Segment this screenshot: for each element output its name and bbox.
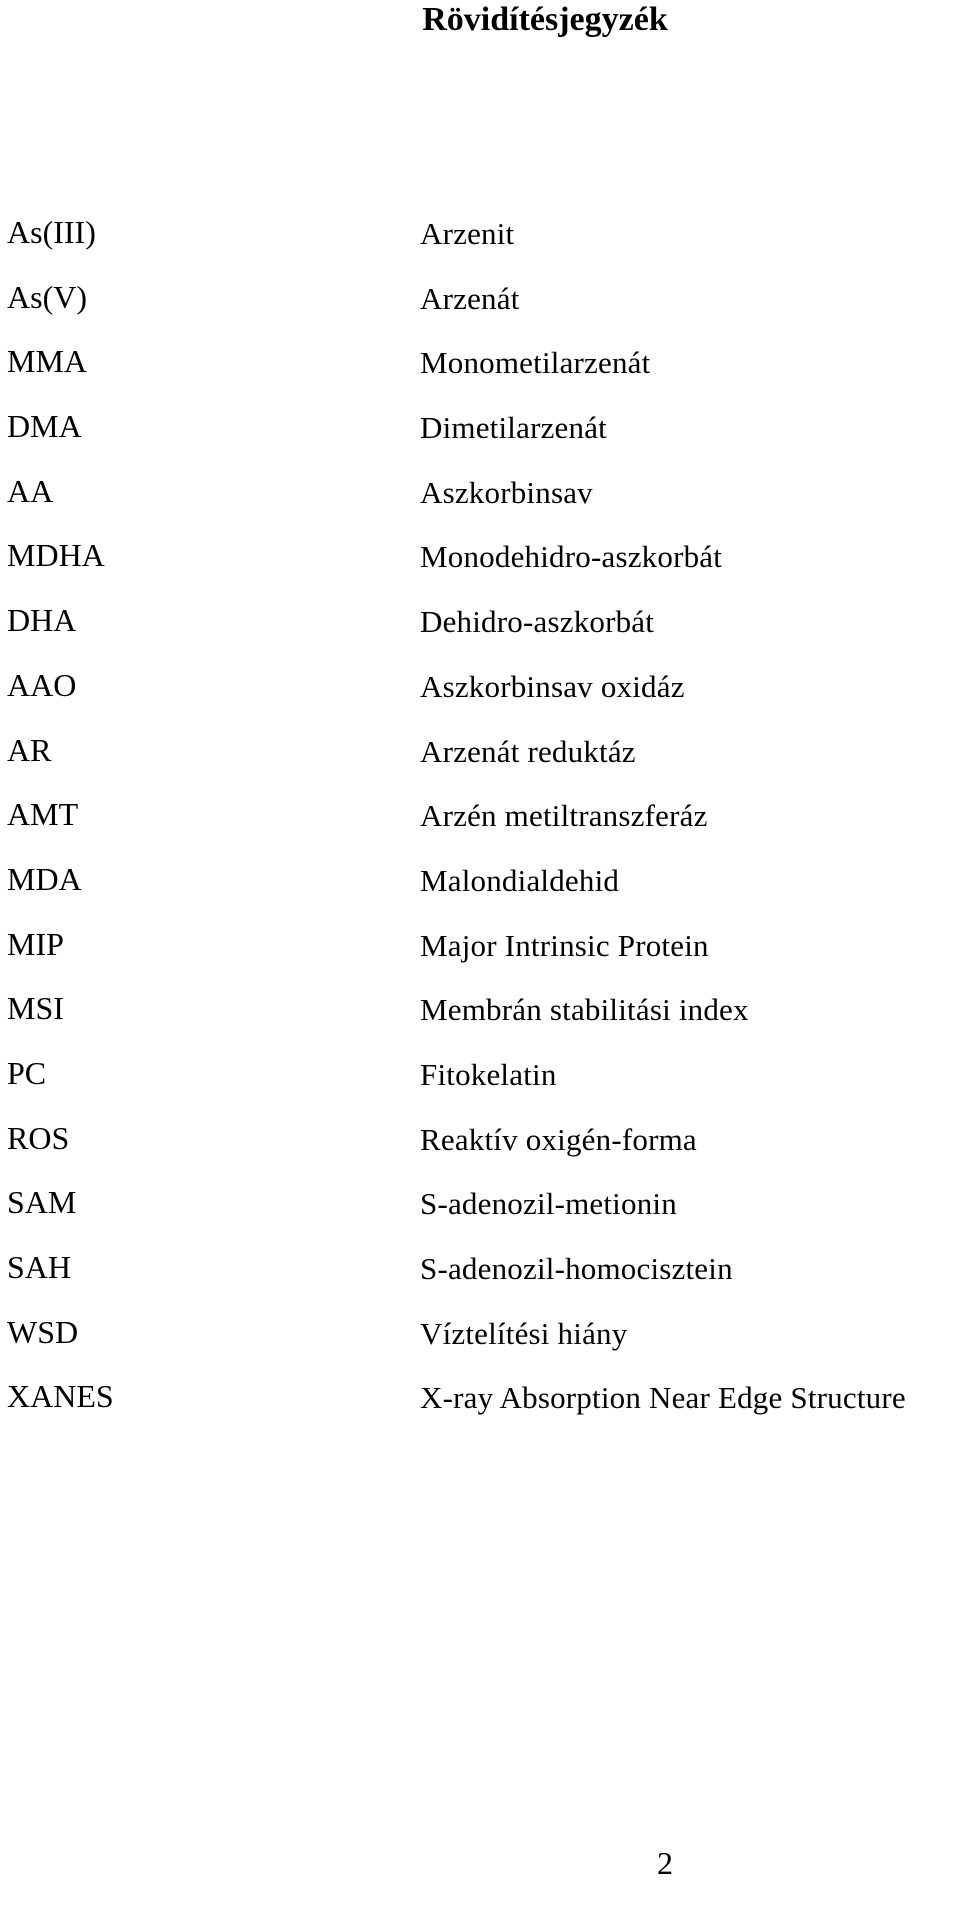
page-number: 2	[657, 1845, 673, 1881]
abbreviation-definition: Membrán stabilitási index	[420, 992, 749, 1028]
abbreviation-term: WSD	[7, 1313, 79, 1350]
abbreviation-row	[0, 600, 960, 665]
abbreviation-row	[0, 924, 960, 989]
abbreviation-definition: Fitokelatin	[420, 1056, 557, 1092]
abbreviation-row	[0, 730, 960, 795]
abbreviation-definition: Dimetilarzenát	[420, 410, 607, 446]
abbreviation-term: AR	[7, 731, 52, 768]
abbreviation-row	[0, 794, 960, 859]
abbreviation-term: As(V)	[7, 278, 87, 315]
abbreviation-row	[0, 406, 960, 471]
abbreviation-row	[0, 1312, 960, 1377]
abbreviation-definition: Arzén metiltranszferáz	[420, 798, 708, 834]
abbreviation-definition: Reaktív oxigén-forma	[420, 1121, 697, 1157]
abbreviation-list	[0, 212, 960, 1441]
abbreviation-term: MDHA	[7, 537, 105, 574]
abbreviation-row	[0, 988, 960, 1053]
abbreviation-term: XANES	[7, 1378, 114, 1415]
abbreviation-term: As(III)	[7, 214, 96, 250]
abbreviation-row	[0, 1247, 960, 1312]
abbreviation-definition: Aszkorbinsav	[420, 474, 593, 510]
abbreviation-term: DMA	[7, 408, 82, 445]
abbreviation-row	[0, 859, 960, 924]
abbreviation-definition: Monometilarzenát	[420, 345, 651, 381]
abbreviation-definition: Major Intrinsic Protein	[420, 927, 709, 963]
abbreviation-term: SAM	[7, 1184, 77, 1221]
abbreviation-term: MSI	[7, 990, 64, 1027]
abbreviation-definition: Aszkorbinsav oxidáz	[420, 668, 685, 704]
abbreviation-definition: Monodehidro-aszkorbát	[420, 539, 723, 575]
abbreviation-row	[0, 1118, 960, 1183]
abbreviation-row	[0, 471, 960, 536]
abbreviation-row	[0, 1376, 960, 1441]
abbreviation-term: PC	[7, 1054, 47, 1091]
abbreviation-term: DHA	[7, 602, 77, 639]
abbreviation-term: ROS	[7, 1119, 70, 1156]
abbreviation-definition: S-adenozil-metionin	[420, 1186, 677, 1222]
abbreviation-definition: X-ray Absorption Near Edge Structure	[420, 1380, 906, 1416]
abbreviation-definition: Malondialdehid	[420, 862, 620, 898]
abbreviation-term: AMT	[7, 796, 79, 833]
abbreviation-term: SAH	[7, 1249, 72, 1285]
abbreviation-row	[0, 1182, 960, 1247]
abbreviation-definition: Víztelítési hiány	[420, 1315, 628, 1351]
abbreviation-term: AA	[7, 472, 54, 509]
abbreviation-definition: Arzenát	[420, 280, 520, 316]
abbreviation-row	[0, 665, 960, 730]
abbreviation-definition: Dehidro-aszkorbát	[420, 604, 655, 640]
abbreviation-definition: S-adenozil-homocisztein	[420, 1251, 733, 1286]
abbreviation-row	[0, 535, 960, 600]
abbreviation-definition: Arzenát reduktáz	[420, 733, 636, 769]
abbreviation-row	[0, 277, 960, 342]
abbreviation-term: MMA	[7, 343, 88, 380]
abbreviation-row	[0, 212, 960, 277]
abbreviation-term: MDA	[7, 860, 82, 897]
abbreviation-row	[0, 1053, 960, 1118]
abbreviation-row	[0, 341, 960, 406]
abbreviation-term: AAO	[7, 666, 77, 703]
abbreviation-term: MIP	[7, 925, 64, 962]
page-title: Rövidítésjegyzék	[422, 1, 668, 38]
abbreviation-definition: Arzenit	[420, 216, 515, 251]
